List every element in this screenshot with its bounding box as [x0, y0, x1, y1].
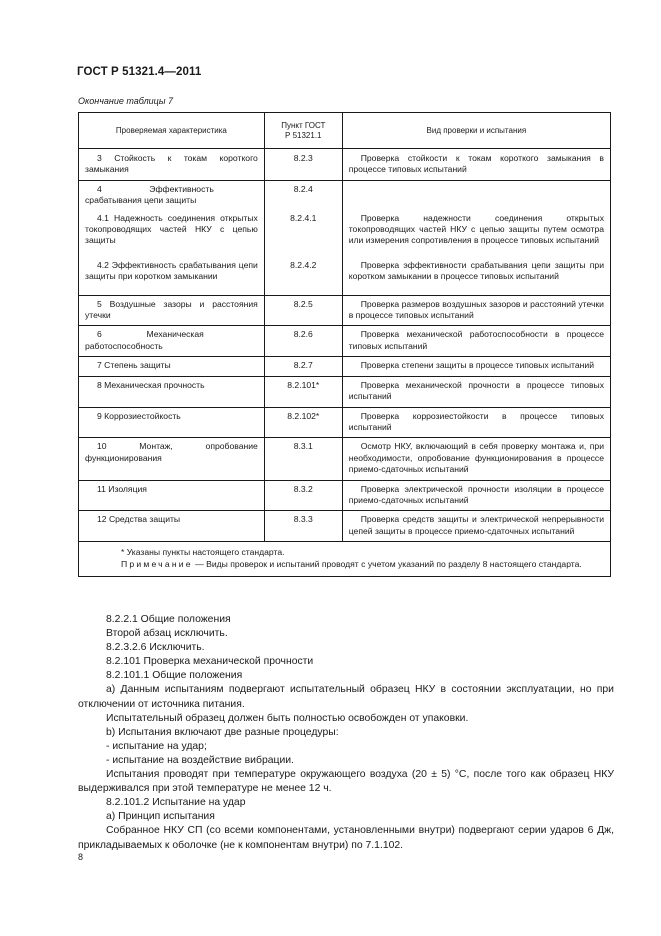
row-characteristic: 3 Стойкость к токам короткого замыкания	[79, 149, 265, 181]
page-number: 8	[78, 852, 84, 862]
row-method: Проверка средств защиты и электрической непрерывности цепей защиты в процессе приемо-сдаточных испытаний	[342, 511, 610, 542]
row-method: Проверка коррозиестойкости в процессе типовых испытаний	[342, 407, 610, 438]
body-text	[78, 613, 614, 853]
row-clause: 8.2.4	[264, 180, 342, 210]
note-text: — Виды проверок и испытаний проводят с учетом указаний по разделу 8 настоящего стандарта.	[192, 558, 582, 569]
table-row	[79, 149, 611, 181]
column-header-clause: Пункт ГОСТ Р 51321.1	[264, 113, 342, 149]
table-row	[79, 326, 611, 357]
row-clause: 8.2.7	[264, 357, 342, 376]
table-row	[79, 257, 611, 295]
row-clause: 8.2.4.2	[264, 257, 342, 295]
document-header: ГОСТ Р 51321.4—2011	[77, 66, 202, 78]
paragraph: a) Принцип испытания	[106, 811, 215, 823]
paragraph: Собранное НКУ СП (со всеми компонентами, установленными внутри) подвергают серии ударов 6 Дж, прикладываемых к оболочке (не к компонентам внутри) по 7.1.102.	[78, 825, 614, 851]
paragraph: Испытания проводят при температуре окружающего воздуха (20 ± 5) °С, после того как образец НКУ выдерживался при этой температуре не менее 12 ч.	[78, 769, 614, 795]
row-method	[342, 180, 610, 210]
table-row	[79, 180, 611, 210]
row-characteristic: 4.2 Эффективность срабатывания цепи защиты при коротком замыкании	[79, 257, 265, 295]
row-method: Проверка степени защиты в процессе типовых испытаний	[342, 357, 610, 376]
column-header-characteristic: Проверяемая характеристика	[79, 113, 265, 149]
paragraph: 8.2.101.2 Испытание на удар	[106, 797, 246, 809]
row-characteristic: 11 Изоляция	[79, 480, 265, 511]
row-characteristic: 9 Коррозиестойкость	[79, 407, 265, 438]
row-clause: 8.2.101*	[264, 376, 342, 407]
paragraph: 8.2.101.1 Общие положения	[106, 670, 243, 682]
row-method: Проверка надежности соединения открытых токопроводящих частей НКУ с цепью защиты путем осмотра или измерения сопротивления в процессе типовых испытаний	[342, 211, 610, 257]
row-method: Проверка механической работоспособности в процессе типовых испытаний	[342, 326, 610, 357]
paragraph: 8.2.101 Проверка механической прочности	[106, 656, 314, 668]
paragraph: a) Данным испытаниям подвергают испытательный образец НКУ в состоянии эксплуатации, но при отключении от источника питания.	[78, 684, 614, 710]
row-characteristic: 5 Воздушные зазоры и расстояния утечки	[79, 295, 265, 326]
table-row	[79, 511, 611, 542]
table-note	[85, 559, 604, 570]
row-method: Проверка размеров воздушных зазоров и расстояний утечки в процессе типовых испытаний	[342, 295, 610, 326]
table-notes	[79, 542, 611, 577]
table-row	[79, 438, 611, 480]
row-characteristic: 6 Механическая работоспособность	[79, 326, 265, 357]
table-row	[79, 480, 611, 511]
row-clause: 8.2.5	[264, 295, 342, 326]
paragraph: b) Испытания включают две разные процедуры:	[106, 726, 339, 738]
table-row	[79, 295, 611, 326]
row-clause: 8.2.102*	[264, 407, 342, 438]
note-label: Примечание	[121, 558, 193, 569]
row-characteristic: 4.1 Надежность соединения открытых токопроводящих частей НКУ с цепью защиты	[79, 211, 265, 257]
row-method: Проверка электрической прочности изоляции в процессе приемо-сдаточных испытаний	[342, 480, 610, 511]
row-method: Проверка стойкости к токам короткого замыкания в процессе типовых испытаний	[342, 149, 610, 181]
test-table	[78, 112, 611, 577]
row-clause: 8.2.3	[264, 149, 342, 181]
table-row	[79, 211, 611, 257]
table-row	[79, 376, 611, 407]
row-characteristic: 7 Степень защиты	[79, 357, 265, 376]
paragraph: 8.2.3.2.6 Исключить.	[106, 642, 205, 654]
row-clause: 8.3.2	[264, 480, 342, 511]
column-header-method: Вид проверки и испытания	[342, 113, 610, 149]
table-footnote: * Указаны пункты настоящего стандарта.	[121, 547, 285, 558]
table-row	[79, 407, 611, 438]
row-characteristic: 10 Монтаж, опробование функционирования	[79, 438, 265, 480]
row-method: Осмотр НКУ, включающий в себя проверку монтажа и, при необходимости, опробование функционирования в процессе приемо-сдаточных испытаний	[342, 438, 610, 480]
row-clause: 8.3.1	[264, 438, 342, 480]
row-characteristic: 8 Механическая прочность	[79, 376, 265, 407]
table-caption: Окончание таблицы 7	[78, 96, 173, 106]
table-header-row	[79, 113, 611, 149]
row-clause: 8.2.4.1	[264, 211, 342, 257]
table-notes-row	[79, 542, 611, 577]
row-characteristic: 4 Эффективность срабатывания цепи защиты	[79, 180, 265, 210]
table-row	[79, 357, 611, 376]
row-method: Проверка механической прочности в процессе типовых испытаний	[342, 376, 610, 407]
row-clause: 8.2.6	[264, 326, 342, 357]
paragraph: 8.2.2.1 Общие положения	[106, 614, 231, 625]
paragraph: Второй абзац исключить.	[106, 628, 228, 640]
row-characteristic: 12 Средства защиты	[79, 511, 265, 542]
row-clause: 8.3.3	[264, 511, 342, 542]
paragraph: - испытание на воздействие вибрации.	[106, 754, 294, 766]
paragraph: - испытание на удар;	[106, 740, 207, 752]
row-method: Проверка эффективности срабатывания цепи защиты при коротком замыкании в процессе типовых испытаний	[342, 257, 610, 295]
paragraph: Испытательный образец должен быть полностью освобожден от упаковки.	[106, 712, 469, 724]
